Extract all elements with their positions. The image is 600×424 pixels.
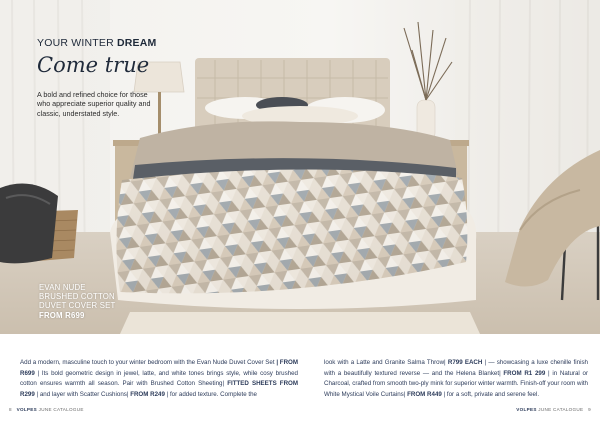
folio-left	[9, 407, 84, 412]
page-number: 9	[588, 407, 591, 412]
price-highlight: FROM R249	[130, 390, 165, 398]
copy-text: | and layer with Scatter Cushions|	[34, 390, 131, 398]
brand-name: VOLPES	[16, 407, 38, 412]
page-number: 8	[9, 407, 12, 412]
copy-text: | in Natural or Charcoal, crafted from smooth two-ply mink for superior winter warmth. Finish-off your room with White Mystical Voile Curtains|	[324, 369, 589, 398]
rug	[120, 312, 480, 334]
copy-text: | Its bold geometric design in jewel, latte, and white tones brings style, while cosy brushed cotton ensures warmth all season. Pair with Brushed Cotton Sheeting|	[20, 369, 298, 388]
body-copy-left	[20, 358, 298, 400]
price-highlight: FITTED SHEETS FROM R299	[20, 380, 298, 398]
publication-name: JUNE CATALOGUE	[538, 407, 584, 412]
product-label-line: BRUSHED COTTON	[39, 292, 115, 302]
price-highlight: | FROM R699	[20, 359, 298, 377]
price-highlight: FROM R449	[407, 390, 442, 398]
brand-name: VOLPES	[516, 407, 537, 412]
copy-text: look with a Latte and Granite Salma Throw|	[324, 359, 448, 366]
product-price: FROM R699	[39, 310, 85, 320]
headline	[37, 37, 156, 77]
intro-paragraph: A bold and refined choice for those who appreciate superior quality and classic, understated style.	[37, 90, 151, 118]
headline-title: Come true	[37, 53, 150, 77]
folio-right	[516, 407, 591, 412]
product-label	[39, 283, 116, 320]
product-label-line: DUVET COVER SET	[39, 301, 116, 311]
price-highlight: R799 EACH	[447, 359, 483, 366]
copy-text: Add a modern, masculine touch to your winter bedroom with the Evan Nude Duvet Cover Set	[20, 359, 277, 366]
publication-name: JUNE CATALOGUE	[38, 407, 84, 412]
body-copy-right	[324, 358, 588, 400]
copy-text: | for added texture. Complete the	[164, 390, 257, 398]
copy-text: | — showcasing a luxe chenille finish with a beautifully textured reverse — and the Helena Blanket|	[324, 359, 588, 377]
headline-kicker: YOUR WINTER DREAM	[37, 37, 157, 49]
product-label-line: EVAN NUDE	[39, 283, 86, 292]
copy-text: | for a soft, private and serene feel.	[441, 390, 540, 398]
price-highlight: FROM R1 299	[503, 369, 546, 377]
